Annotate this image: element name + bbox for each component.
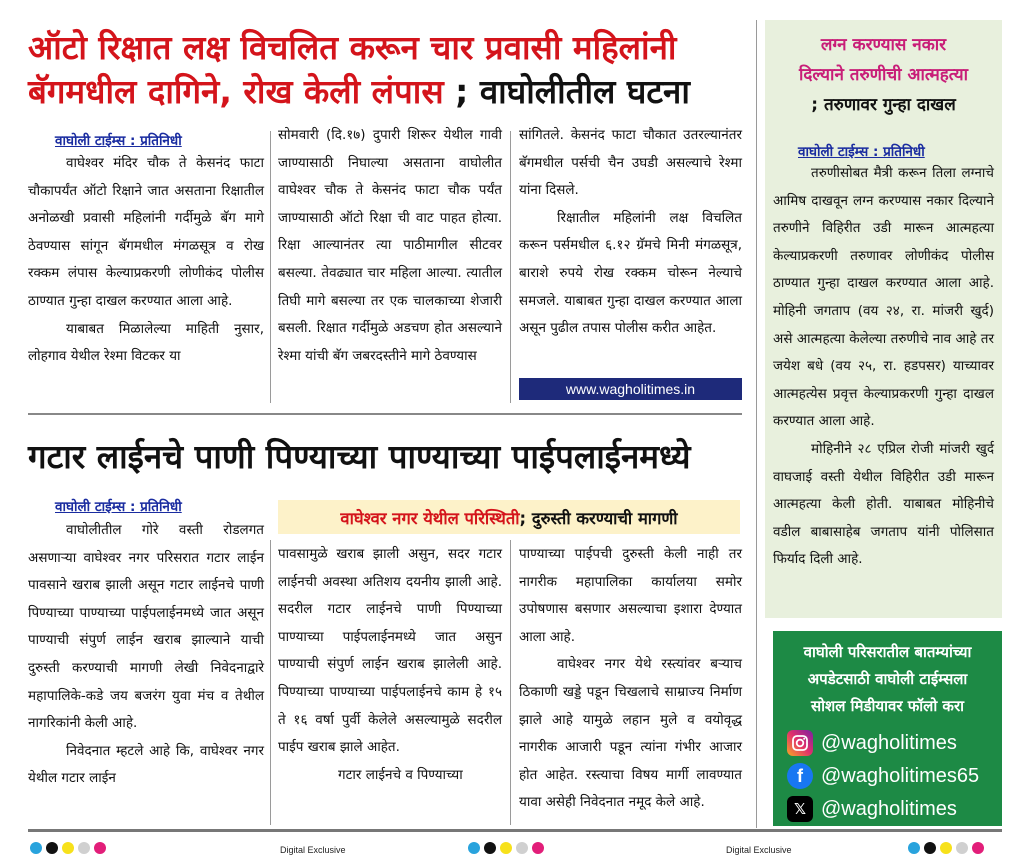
article2-col1-p2: निवेदनात म्हटले आहे कि, वाघेश्वर नगर येथील गटार लाईन bbox=[28, 742, 264, 787]
sidebar-body bbox=[773, 160, 994, 574]
cyan-dot-icon bbox=[30, 842, 42, 854]
magenta-dot-icon bbox=[972, 842, 984, 854]
article1-headline-line2-red: बॅगमधील दागिने, रोख केली लंपास bbox=[28, 72, 444, 111]
article2-column-3 bbox=[519, 541, 742, 817]
yellow-dot-icon bbox=[940, 842, 952, 854]
article2-column-2 bbox=[278, 541, 502, 789]
grey-dot-icon bbox=[78, 842, 90, 854]
bottom-rule bbox=[28, 829, 1002, 832]
article2-subhead-red: वाघेश्वर नगर येथील परिस्थिती bbox=[340, 508, 520, 528]
website-url-banner[interactable]: www.wagholitimes.in bbox=[519, 378, 742, 400]
article1-column-1 bbox=[28, 150, 264, 371]
article1-headline-line1: ऑटो रिक्षात लक्ष विचलित करून चार प्रवासी महिलांनी bbox=[28, 28, 677, 67]
registration-dots-right bbox=[908, 842, 984, 854]
promo-line2: अपडेटसाठी वाघोली टाईम्सला bbox=[807, 670, 968, 688]
section-divider bbox=[28, 413, 742, 415]
x-handle: @wagholitimes bbox=[821, 797, 957, 820]
cyan-dot-icon bbox=[468, 842, 480, 854]
article1-col1-p2: याबाबत मिळालेल्या माहिती नुसार, लोहगाव येथील रेश्मा विटकर या bbox=[28, 320, 264, 365]
article2-col3-p1: पाण्याच्या पाईपची दुरुस्ती केली नाही तर नागरीक महापालिका कार्यालया समोर उपोषणास बसणार असल्याचा इशारा देण्यात आला आहे. bbox=[519, 546, 742, 645]
yellow-dot-icon bbox=[500, 842, 512, 854]
article2-col3-p2: वाघेश्वर नगर येथे रस्त्यांवर बऱ्याच ठिकाणी खड्डे पडून चिखलाचे साम्राज्य निर्माण झाले आहे यामुळे लहान मुले व वयोवृद्ध नागरीक आजारी पडून त्यांना गंभीर आजार होत आहेत. रस्त्याचा विषय मार्गी लावण्यात यावा असेही निवेदनात नमूद केले आहे. bbox=[519, 656, 742, 811]
registration-dots-center bbox=[468, 842, 544, 854]
instagram-icon bbox=[787, 730, 813, 756]
facebook-icon: f bbox=[787, 763, 813, 789]
social-promo-box bbox=[773, 631, 1002, 826]
article2-subheadline bbox=[278, 500, 740, 534]
article2-col1-p1: वाघोलीतील गोरे वस्ती रोडलगत असणाऱ्या वाघेश्वर नगर परिसरात गटार लाईन पावसाने खराब झाली असून गटार लाईनचे पाणी पिण्याच्या पाण्याच्या पाईपलाईनमध्ये जात असून पाण्याची संपुर्ण लाईन खराब झाल्याने याची दुरुस्ती करण्याची मागणी लेखी निवेदनाद्वारे महापालिके-कडे जय बजरंग युवा मंच व तेथील नागरिकांनी केली आहे. bbox=[28, 522, 264, 732]
black-dot-icon bbox=[484, 842, 496, 854]
yellow-dot-icon bbox=[62, 842, 74, 854]
column-divider bbox=[510, 540, 511, 825]
article2-col2-p1: पावसामुळे खराब झाली असुन, सदर गटार लाईनची अवस्था अतिशय दयनीय झाली आहे. सदरील गटार लाईनचे पाणी पिण्याच्या पाण्याच्या पाईपलाईनमध्ये जात असुन पाण्याची संपुर्ण लाईन खराब झालेली आहे. पिण्याच्या पाण्याच्या पाईपलाईनचे काम हे १५ ते १६ वर्षा पुर्वी केलेले असल्यामुळे सदरील पाईप खराब झाले आहेत. bbox=[278, 546, 502, 756]
magenta-dot-icon bbox=[94, 842, 106, 854]
article1-column-2 bbox=[278, 122, 502, 370]
column-divider bbox=[270, 131, 271, 403]
article1-col3-p1: सांगितले. केसनंद फाटा चौकात उतरल्यानंतर बॅगमधील पर्सची चैन उघडी असल्याचे रेश्मा यांना दिसले. bbox=[519, 127, 742, 199]
registration-dots-left bbox=[30, 842, 106, 854]
column-divider bbox=[270, 540, 271, 825]
footer-label-right: Digital Exclusive bbox=[726, 845, 792, 855]
cyan-dot-icon bbox=[908, 842, 920, 854]
article1-col2-p1: सोमवारी (दि.१७) दुपारी शिरूर येथील गावी जाण्यासाठी निघाल्या असताना वाघोलीत वाघेश्वर चौक ते केसनंद फाटा चौक पर्यंत जाण्यासाठी ऑटो रिक्षा ची वाट पाहत होत्या. रिक्षा आल्यानंतर त्या पाठीमागील सीटवर बसल्या. तेवढ्यात चार महिला आल्या. त्यातील तिघी मागे बसल्या तर एक चालकाच्या शेजारी बसली. रिक्षात गर्दीमुळे अडचण होत असल्याने रेश्मा यांची बॅग जबरदस्तीने मागे ठेवण्यास bbox=[278, 127, 502, 364]
sidebar-headline bbox=[765, 30, 1002, 120]
article2-col2-p2: गटार लाईनचे व पिण्याच्या bbox=[338, 766, 463, 783]
article1-byline: वाघोली टाईम्स : प्रतिनिधी bbox=[55, 133, 182, 149]
instagram-handle: @wagholitimes bbox=[821, 731, 957, 754]
article1-headline-line2-black: ; वाघोलीतील घटना bbox=[443, 72, 690, 111]
page-divider bbox=[756, 20, 757, 828]
promo-line3: सोशल मिडीयावर फॉलो करा bbox=[811, 697, 964, 715]
sidebar-p2: मोहिनीने २८ एप्रिल रोजी मांजरी खुर्द वाघजाई वस्ती येथील विहिरीत उडी मारून आत्महत्या केली होती. याबाबत मोहिनीचे वडील बाबासाहेब जगताप यांनी पोलिसात फिर्याद दिली आहे. bbox=[773, 440, 994, 568]
grey-dot-icon bbox=[956, 842, 968, 854]
sidebar-p1: तरुणीसोबत मैत्री करून तिला लग्नाचे आमिष दाखवून लग्न करण्यास नकार दिल्याने तरुणीने विहिरीत उडी मारून आत्महत्या केल्याप्रकरणी तरुणावर लोणीकंद पोलीस ठाण्यात गुन्हा दाखल करण्यात आला आहे. मोहिनी जगताप (वय २४, रा. मांजरी खुर्द) असे आत्महत्या केलेल्या तरुणीचे नाव आहे तर जयेश बधे (वय २५, रा. हडपसर) याच्यावर आत्महत्येस प्रवृत्त केल्याप्रकरणी गुन्हा दाखल करण्यात आला आहे. bbox=[773, 165, 994, 430]
black-dot-icon bbox=[924, 842, 936, 854]
column-divider bbox=[510, 131, 511, 403]
article2-headline: गटार लाईनचे पाणी पिण्याच्या पाण्याच्या पाईपलाईनमध्ये bbox=[28, 437, 691, 476]
article2-column-1 bbox=[28, 517, 264, 793]
grey-dot-icon bbox=[516, 842, 528, 854]
instagram-link[interactable] bbox=[787, 730, 957, 756]
sidebar-headline-line3: ; तरुणावर गुन्हा दाखल bbox=[811, 95, 956, 115]
article1-column-3 bbox=[519, 122, 742, 343]
article1-headline bbox=[28, 26, 758, 114]
facebook-link[interactable] bbox=[787, 763, 979, 789]
magenta-dot-icon bbox=[532, 842, 544, 854]
article1-col1-p1: वाघेश्वर मंदिर चौक ते केसनंद फाटा चौकापर्यंत ऑटो रिक्षाने जात असताना रिक्षातील अनोळखी प्रवासी महिलांनी गर्दीमुळे बॅग मागे ठेवण्यास सांगून बॅगमधील मंगळसूत्र व रोख रक्कम लंपास केल्याप्रकरणी लोणीकंद पोलीस ठाण्यात गुन्हा दाखल करण्यात आला आहे. bbox=[28, 155, 264, 309]
article1-col3-p2: रिक्षातील महिलांनी लक्ष विचलित करून पर्समधील ६.१२ ग्रॅमचे मिनी मंगळसूत्र, बाराशे रुपये रोख रक्कम चोरून नेल्याचे समजले. याबाबत गुन्हा दाखल करण्यात आला असून पुढील तपास पोलीस करीत आहेत. bbox=[519, 209, 742, 337]
article2-byline: वाघोली टाईम्स : प्रतिनिधी bbox=[55, 499, 182, 515]
black-dot-icon bbox=[46, 842, 58, 854]
sidebar-headline-line2: दिल्याने तरुणीची आत्महत्या bbox=[798, 65, 969, 85]
x-link[interactable] bbox=[787, 796, 957, 822]
sidebar-byline: वाघोली टाईम्स : प्रतिनिधी bbox=[798, 144, 925, 160]
x-icon: 𝕏 bbox=[787, 796, 813, 822]
promo-line1: वाघोली परिसरातील बातम्यांच्या bbox=[803, 643, 972, 661]
footer-label-left: Digital Exclusive bbox=[280, 845, 346, 855]
sidebar-headline-line1: लग्न करण्यास नकार bbox=[820, 35, 947, 55]
facebook-handle: @wagholitimes65 bbox=[821, 764, 980, 787]
article2-subhead-black: ; दुरुस्ती करण्याची मागणी bbox=[519, 508, 678, 528]
